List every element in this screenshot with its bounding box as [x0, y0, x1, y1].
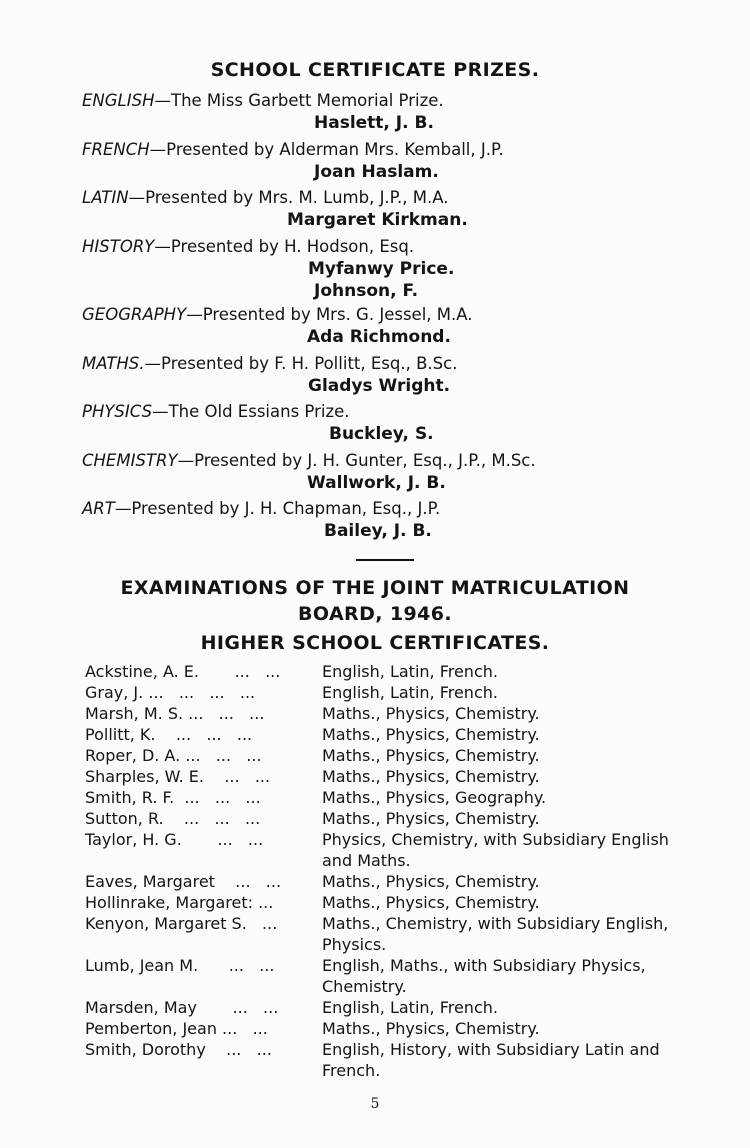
- student-subjects: Maths., Chemistry, with Subsidiary English, Physics.: [322, 914, 669, 954]
- prize-presenter: —Presented by F. H. Pollitt, Esq., B.Sc.: [144, 354, 458, 373]
- student-subjects: Maths., Physics, Chemistry.: [322, 893, 540, 912]
- prize-entry-history: [82, 236, 702, 302]
- prize-subject: CHEMISTRY: [82, 451, 178, 470]
- student-subjects: Maths., Physics, Chemistry.: [322, 872, 540, 891]
- prize-subject: ENGLISH: [82, 91, 155, 110]
- prize-winner: Ada Richmond.: [307, 327, 451, 347]
- student-name: Lumb, Jean M. ... ...: [85, 956, 275, 975]
- prize-winner: Gladys Wright.: [308, 376, 451, 396]
- student-subjects: English, Latin, French.: [322, 998, 498, 1017]
- prize-entry-physics: [82, 401, 702, 445]
- result-row: [85, 745, 705, 766]
- prize-entry-latin: [82, 187, 702, 231]
- student-name: Hollinrake, Margaret: ...: [85, 893, 274, 912]
- student-name: Kenyon, Margaret S. ...: [85, 914, 278, 933]
- prize-entry-english: [82, 90, 702, 134]
- section-divider: [356, 559, 414, 561]
- prize-entry-maths: [82, 353, 702, 397]
- student-subjects: English, History, with Subsidiary Latin and French.: [322, 1040, 660, 1080]
- student-name: Sharples, W. E. ... ...: [85, 767, 271, 786]
- prize-presenter: —Presented by Mrs. G. Jessel, M.A.: [186, 305, 473, 324]
- prize-winner: Buckley, S.: [329, 424, 434, 444]
- prizes-heading: SCHOOL CERTIFICATE PRIZES.: [210, 59, 540, 81]
- prize-presenter: —The Miss Garbett Memorial Prize.: [154, 91, 444, 110]
- student-name: Sutton, R. ... ... ...: [85, 809, 261, 828]
- result-row: [85, 829, 705, 871]
- exam-heading-line1: EXAMINATIONS OF THE JOINT MATRICULATION: [120, 577, 630, 599]
- prize-winner: Joan Haslam.: [314, 162, 439, 182]
- student-subjects: Maths., Physics, Chemistry.: [322, 746, 540, 765]
- hsc-heading: HIGHER SCHOOL CERTIFICATES.: [200, 632, 550, 654]
- student-subjects: Maths., Physics, Chemistry.: [322, 767, 540, 786]
- student-name: Ackstine, A. E. ... ...: [85, 662, 281, 681]
- prize-description: [82, 90, 702, 112]
- result-row: [85, 724, 705, 745]
- student-subjects: Maths., Physics, Chemistry.: [322, 704, 540, 723]
- student-name: Eaves, Margaret ... ...: [85, 872, 282, 891]
- result-row: [85, 955, 705, 997]
- prize-description: [82, 498, 702, 520]
- result-row: [85, 871, 705, 892]
- prize-entry-chemistry: [82, 450, 702, 494]
- student-subjects: Maths., Physics, Chemistry.: [322, 1019, 540, 1038]
- prize-presenter: —Presented by Mrs. M. Lumb, J.P., M.A.: [128, 188, 449, 207]
- prize-subject: FRENCH: [82, 140, 150, 159]
- student-subjects: Physics, Chemistry, with Subsidiary English and Maths.: [322, 830, 669, 870]
- result-row: [85, 661, 705, 682]
- prize-subject: HISTORY: [82, 237, 155, 256]
- exam-heading-line2: BOARD, 1946.: [298, 603, 452, 625]
- prize-winner: Haslett, J. B.: [314, 113, 434, 133]
- student-name: Smith, Dorothy ... ...: [85, 1040, 272, 1059]
- student-name: Pemberton, Jean ... ...: [85, 1019, 268, 1038]
- student-subjects: English, Latin, French.: [322, 683, 498, 702]
- prize-entry-art: [82, 498, 702, 542]
- result-row: [85, 682, 705, 703]
- student-name: Gray, J. ... ... ... ...: [85, 683, 256, 702]
- prize-subject: PHYSICS: [82, 402, 153, 421]
- prize-presenter: —Presented by H. Hodson, Esq.: [154, 237, 415, 256]
- prize-winner: Wallwork, J. B.: [307, 473, 446, 493]
- result-row: [85, 997, 705, 1018]
- prize-winner: Myfanwy Price.: [308, 259, 455, 279]
- prize-entry-french: [82, 139, 702, 183]
- student-name: Marsden, May ... ...: [85, 998, 279, 1017]
- student-name: Roper, D. A. ... ... ...: [85, 746, 262, 765]
- student-name: Marsh, M. S. ... ... ...: [85, 704, 265, 723]
- student-subjects: English, Latin, French.: [322, 662, 498, 681]
- prize-description: [82, 236, 702, 258]
- prize-entry-geography: [82, 304, 702, 348]
- prize-winner: Johnson, F.: [314, 281, 419, 301]
- prize-description: [82, 401, 702, 423]
- result-row: [85, 1018, 705, 1039]
- prize-winner: Margaret Kirkman.: [287, 210, 468, 230]
- student-name: Pollitt, K. ... ... ...: [85, 725, 253, 744]
- prize-subject: GEOGRAPHY: [82, 305, 187, 324]
- student-subjects: Maths., Physics, Geography.: [322, 788, 547, 807]
- prize-subject: ART: [82, 499, 115, 518]
- prize-description: [82, 187, 702, 209]
- result-row: [85, 892, 705, 913]
- result-row: [85, 787, 705, 808]
- student-name: Smith, R. F. ... ... ...: [85, 788, 261, 807]
- prize-description: [82, 450, 702, 472]
- prize-subject: MATHS.: [82, 354, 145, 373]
- result-row: [85, 808, 705, 829]
- prize-presenter: —Presented by J. H. Chapman, Esq., J.P.: [114, 499, 441, 518]
- prize-description: [82, 139, 702, 161]
- student-subjects: English, Maths., with Subsidiary Physics, Chemistry.: [322, 956, 646, 996]
- page-number: 5: [370, 1096, 380, 1112]
- prize-subject: LATIN: [82, 188, 129, 207]
- prize-description: [82, 353, 702, 375]
- prize-presenter: —The Old Essians Prize.: [152, 402, 350, 421]
- result-row: [85, 913, 705, 955]
- student-name: Taylor, H. G. ... ...: [85, 830, 264, 849]
- prize-presenter: —Presented by Alderman Mrs. Kemball, J.P.: [149, 140, 504, 159]
- student-subjects: Maths., Physics, Chemistry.: [322, 809, 540, 828]
- prize-winner: Bailey, J. B.: [324, 521, 432, 541]
- prize-presenter: —Presented by J. H. Gunter, Esq., J.P., M.Sc.: [177, 451, 536, 470]
- student-subjects: Maths., Physics, Chemistry.: [322, 725, 540, 744]
- result-row: [85, 703, 705, 724]
- result-row: [85, 766, 705, 787]
- results-list: [85, 661, 705, 1081]
- prize-description: [82, 304, 702, 326]
- result-row: [85, 1039, 705, 1081]
